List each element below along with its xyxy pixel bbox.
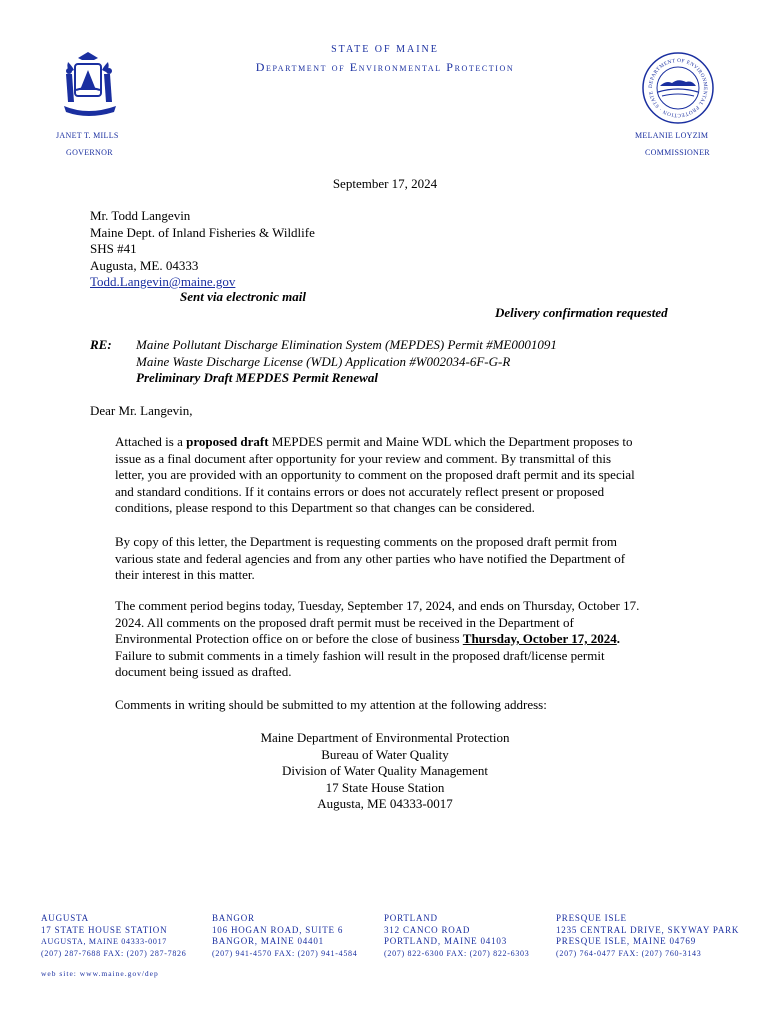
governor-name: JANET T. MILLS — [56, 131, 119, 140]
re-line-subject: Preliminary Draft MEPDES Permit Renewal — [136, 370, 378, 385]
paragraph-submit-instructions: Comments in writing should be submitted to my attention at the following address: — [115, 697, 547, 712]
para1-line1 — [115, 434, 685, 451]
recipient-email-link[interactable]: Todd.Langevin@maine.gov — [90, 274, 236, 289]
letter-date: September 17, 2024 — [332, 176, 438, 191]
footer-office-bangor — [212, 913, 357, 959]
footer-website-link[interactable]: web site: www.maine.gov/dep — [41, 969, 159, 978]
paragraph-comment-period — [115, 598, 685, 681]
para1-l1: MEPDES permit and Maine WDL which the Department proposes to — [268, 434, 633, 449]
commissioner-title: COMMISSIONER — [645, 148, 710, 157]
recipient-name: Mr. Todd Langevin — [90, 208, 191, 223]
recipient-block — [90, 208, 315, 291]
footer-office-portland — [384, 913, 529, 959]
para3-line4: Failure to submit comments in a timely fashion will result in the proposed draft/license permit — [115, 647, 605, 663]
agency-state: STATE OF MAINE — [331, 44, 439, 55]
paragraph-proposed-draft — [115, 434, 685, 517]
para2-line2: various state and federal agencies and from any other parties who have notified the Department of — [115, 550, 626, 566]
para3-line5: document being issued as drafted. — [115, 664, 292, 679]
address-line5: Augusta, ME 04333-0017 — [317, 796, 453, 811]
office-street: 1235 CENTRAL DRIVE, SKYWAY PARK — [556, 924, 740, 935]
office-street: 312 CANCO ROAD — [384, 924, 471, 935]
footer-office-augusta — [41, 913, 186, 959]
para3-l3-post: . — [616, 631, 620, 646]
office-city: AUGUSTA — [41, 913, 89, 923]
para3-l3-pre: Environmental Protection office on or before the close of business — [115, 631, 463, 646]
salutation: Dear Mr. Langevin, — [90, 403, 193, 418]
recipient-shs: SHS #41 — [90, 241, 137, 256]
office-phone: (207) 941-4570 FAX: (207) 941-4584 — [212, 948, 358, 958]
office-city: PRESQUE ISLE — [556, 913, 627, 923]
address-line3: Division of Water Quality Management — [282, 763, 488, 778]
address-line4: 17 State House Station — [325, 779, 445, 795]
dep-seal-icon — [640, 50, 716, 126]
re-label: RE: — [90, 337, 112, 352]
para3-line1: The comment period begins today, Tuesday, September 17, 2024, and ends on Thursday, October 17. — [115, 598, 640, 613]
para1-line5: conditions, please respond to this Department so that changes can be considered. — [115, 500, 535, 515]
office-phone: (207) 287-7688 FAX: (207) 287-7826 — [41, 948, 187, 958]
para3-line3 — [115, 631, 685, 648]
comment-deadline: Thursday, October 17, 2024 — [462, 631, 617, 646]
office-citystate: PORTLAND, MAINE 04103 — [384, 936, 508, 946]
governor-title: GOVERNOR — [66, 148, 113, 157]
office-citystate: AUGUSTA, MAINE 04333-0017 — [41, 937, 167, 946]
paragraph-copy-request — [115, 534, 685, 584]
para1-line4: and standard conditions. If it contains errors or does not accurately reflect present or proposed — [115, 483, 605, 499]
submission-address — [0, 730, 770, 813]
recipient-org: Maine Dept. of Inland Fisheries & Wildlife — [90, 224, 315, 240]
para2-line1: By copy of this letter, the Department is requesting comments on the proposed draft permit from — [115, 534, 618, 549]
commissioner-name: MELANIE LOYZIM — [635, 131, 709, 140]
re-block — [136, 337, 557, 387]
office-city: PORTLAND — [384, 913, 438, 923]
re-line-permit: Maine Pollutant Discharge Elimination System (MEPDES) Permit #ME0001091 — [136, 337, 557, 352]
re-line-license: Maine Waste Discharge License (WDL) Application #W002034-6F-G-R — [136, 353, 511, 369]
sent-electronic-mail: Sent via electronic mail — [180, 289, 307, 304]
para1-pre: Attached is a — [115, 434, 187, 449]
office-citystate: BANGOR, MAINE 04401 — [212, 936, 324, 946]
address-line2: Bureau of Water Quality — [321, 746, 449, 762]
office-phone: (207) 822-6300 FAX: (207) 822-6303 — [384, 948, 530, 958]
seal-ring-text: DEPARTMENT OF ENVIRONMENTAL PROTECTION · STATE — [647, 57, 709, 119]
office-citystate: PRESQUE ISLE, MAINE 04769 — [556, 936, 697, 946]
para2-line3: their interest in this matter. — [115, 567, 255, 582]
state-seal-icon — [58, 50, 122, 120]
office-street: 17 STATE HOUSE STATION — [41, 924, 168, 935]
para3-line2: 2024. All comments on the proposed draft permit must be received in the Department of — [115, 614, 574, 630]
agency-department: Department of Environmental Protection — [255, 60, 515, 74]
delivery-confirmation: Delivery confirmation requested — [495, 305, 668, 320]
office-street: 106 HOGAN ROAD, SUITE 6 — [212, 924, 344, 935]
para1-bold: proposed draft — [186, 434, 269, 449]
footer-office-presque-isle — [556, 913, 739, 959]
recipient-city: Augusta, ME. 04333 — [90, 257, 199, 273]
address-line1: Maine Department of Environmental Protection — [260, 730, 510, 745]
para1-line2: issue as a final document after opportunity for your review and comment. By transmittal of this — [115, 450, 612, 466]
office-phone: (207) 764-0477 FAX: (207) 760-3143 — [556, 948, 702, 958]
office-city: BANGOR — [212, 913, 255, 923]
para1-line3: letter, you are provided with an opportunity to comment on the proposed draft permit and its special — [115, 467, 635, 482]
